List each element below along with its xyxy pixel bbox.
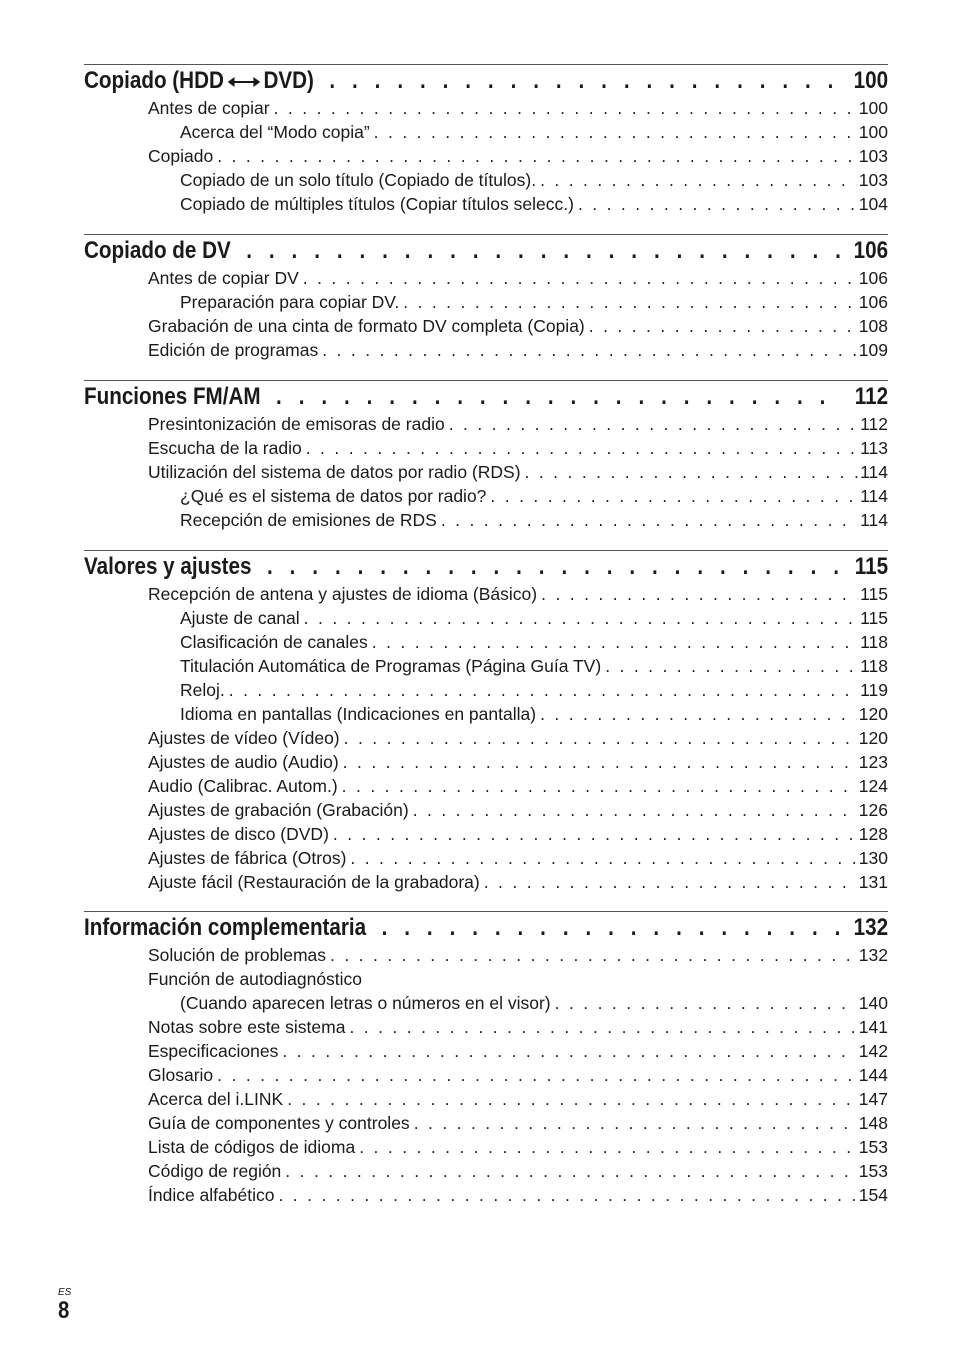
leader-dots <box>605 654 858 678</box>
section-divider <box>84 550 888 551</box>
toc-entry[interactable]: Ajustes de disco (DVD) . . . 128 <box>148 822 888 846</box>
leader-dots <box>350 846 856 870</box>
section-page: 112 <box>854 383 889 410</box>
leader-dots <box>372 630 858 654</box>
leader-dots <box>229 678 858 702</box>
leader-dots <box>382 913 842 943</box>
leader-dots <box>441 508 858 532</box>
leader-dots <box>413 798 857 822</box>
section-page: 106 <box>853 237 889 264</box>
section-heading <box>84 552 888 582</box>
leader-dots <box>540 168 857 192</box>
section-title: Valores y ajustes <box>84 553 252 580</box>
leader-dots <box>578 192 857 216</box>
toc-entry[interactable]: Ajuste de canal . . . 115 <box>180 606 888 630</box>
toc-section-copiado-hdd-dvd <box>84 64 888 216</box>
leader-dots <box>274 96 857 120</box>
toc-entry[interactable]: Notas sobre este sistema . . . 141 <box>148 1015 888 1039</box>
section-divider <box>84 64 888 65</box>
leader-dots <box>217 144 857 168</box>
leader-dots <box>449 412 858 436</box>
toc-section-funciones-fm-am <box>84 380 888 532</box>
toc-entry[interactable]: Idioma en pantallas (Indicaciones en pantalla) . . . 120 <box>180 702 888 726</box>
section-title: Funciones FM/AM <box>84 383 261 410</box>
language-code: ES <box>58 1287 72 1298</box>
toc-section-copiado-de-dv <box>84 234 888 362</box>
leader-dots <box>359 1135 857 1159</box>
section-title: Copiado de DV <box>84 237 231 264</box>
leader-dots <box>589 314 857 338</box>
leader-dots <box>322 338 857 362</box>
leader-dots <box>403 290 857 314</box>
leader-dots <box>267 552 843 582</box>
toc-entry[interactable]: Solución de problemas . . . 132 <box>148 943 888 967</box>
leader-dots <box>490 484 858 508</box>
leader-dots <box>329 66 841 96</box>
toc-entry[interactable]: Ajustes de fábrica (Otros) . . . 130 <box>148 846 888 870</box>
section-title: Información complementaria <box>84 914 367 941</box>
leader-dots <box>374 120 857 144</box>
section-divider <box>84 380 888 381</box>
toc-entry[interactable]: Preparación para copiar DV. . . . 106 <box>180 290 888 314</box>
page-number: 8 <box>58 1297 70 1324</box>
leader-dots <box>343 750 857 774</box>
leader-dots <box>541 582 858 606</box>
toc-entry[interactable]: Ajustes de grabación (Grabación) . . . 126 <box>148 798 888 822</box>
section-heading <box>84 66 888 96</box>
leader-dots <box>276 382 843 412</box>
toc-entry[interactable]: Copiado de múltiples títulos (Copiar títulos selecc.) . . . 104 <box>180 192 888 216</box>
toc-entry[interactable]: Grabación de una cinta de formato DV completa (Copia) . . . 108 <box>148 314 888 338</box>
section-divider <box>84 911 888 912</box>
toc-section-informacion-complementaria <box>84 911 888 1207</box>
toc-entry[interactable]: Código de región . . . 153 <box>148 1159 888 1183</box>
section-page: 100 <box>853 67 889 94</box>
toc-entry[interactable]: Antes de copiar . . . 100 <box>148 96 888 120</box>
toc-entry[interactable]: Reloj. . . . 119 <box>180 678 888 702</box>
leader-dots <box>306 436 858 460</box>
toc-entry[interactable]: Especificaciones . . . 142 <box>148 1039 888 1063</box>
leader-dots <box>342 774 857 798</box>
section-title: Copiado (HDD DVD) <box>84 67 314 94</box>
toc-entry[interactable]: Recepción de antena y ajustes de idioma (Básico) . . . 115 <box>148 582 888 606</box>
leader-dots <box>287 1087 857 1111</box>
toc-entry[interactable]: Audio (Calibrac. Autom.) . . . 124 <box>148 774 888 798</box>
leader-dots <box>330 943 857 967</box>
toc-entry[interactable]: Presintonización de emisoras de radio . . . 112 <box>148 412 888 436</box>
toc-entry[interactable]: Ajuste fácil (Restauración de la grabadora) . . . 131 <box>148 870 888 894</box>
section-heading <box>84 236 888 266</box>
leader-dots <box>344 726 857 750</box>
leader-dots <box>414 1111 857 1135</box>
toc-entry[interactable]: Lista de códigos de idioma . . . 153 <box>148 1135 888 1159</box>
toc-entry[interactable]: Índice alfabético . . . 154 <box>148 1183 888 1207</box>
leader-dots <box>282 1039 856 1063</box>
leader-dots <box>349 1015 856 1039</box>
toc-entry[interactable]: Recepción de emisiones de RDS . . . 114 <box>180 508 888 532</box>
toc-entry[interactable]: (Cuando aparecen letras o números en el visor) . . . 140 <box>180 991 888 1015</box>
toc-entry[interactable]: Utilización del sistema de datos por radio (RDS) . . . 114 <box>148 460 888 484</box>
leader-dots <box>303 266 857 290</box>
toc-entry[interactable]: Guía de componentes y controles . . . 148 <box>148 1111 888 1135</box>
toc-entry[interactable]: ¿Qué es el sistema de datos por radio? . . . 114 <box>180 484 888 508</box>
double-arrow-icon <box>227 75 260 89</box>
page-footer <box>58 1287 71 1323</box>
toc-entry[interactable]: Ajustes de audio (Audio) . . . 123 <box>148 750 888 774</box>
leader-dots <box>217 1063 857 1087</box>
leader-dots <box>555 991 857 1015</box>
toc-entry[interactable]: Titulación Automática de Programas (Página Guía TV) . . . 118 <box>180 654 888 678</box>
section-divider <box>84 234 888 235</box>
toc-entry[interactable]: Clasificación de canales . . . 118 <box>180 630 888 654</box>
toc-entry[interactable]: Acerca del “Modo copia” . . . 100 <box>180 120 888 144</box>
toc-entry[interactable]: Copiado . . . 103 <box>148 144 888 168</box>
toc-entry[interactable]: Función de autodiagnóstico <box>148 969 363 989</box>
leader-dots <box>278 1183 856 1207</box>
toc-entry[interactable]: Antes de copiar DV . . . 106 <box>148 266 888 290</box>
leader-dots <box>540 702 857 726</box>
toc-entry[interactable]: Glosario . . . 144 <box>148 1063 888 1087</box>
leader-dots <box>285 1159 857 1183</box>
section-heading <box>84 382 888 412</box>
section-heading <box>84 913 888 943</box>
section-page: 132 <box>853 914 889 941</box>
leader-dots <box>246 236 841 266</box>
leader-dots <box>304 606 858 630</box>
leader-dots <box>525 460 859 484</box>
leader-dots <box>333 822 857 846</box>
toc-entry[interactable]: Acerca del i.LINK . . . 147 <box>148 1087 888 1111</box>
toc-section-valores-y-ajustes <box>84 550 888 894</box>
leader-dots <box>484 870 857 894</box>
toc-entry[interactable]: Escucha de la radio . . . 113 <box>148 436 888 460</box>
toc-entry[interactable]: Edición de programas . . . 109 <box>148 338 888 362</box>
section-page: 115 <box>854 553 889 580</box>
toc-entry[interactable]: Copiado de un solo título (Copiado de títulos). . . . 103 <box>180 168 888 192</box>
toc-entry[interactable]: Ajustes de vídeo (Vídeo) . . . 120 <box>148 726 888 750</box>
